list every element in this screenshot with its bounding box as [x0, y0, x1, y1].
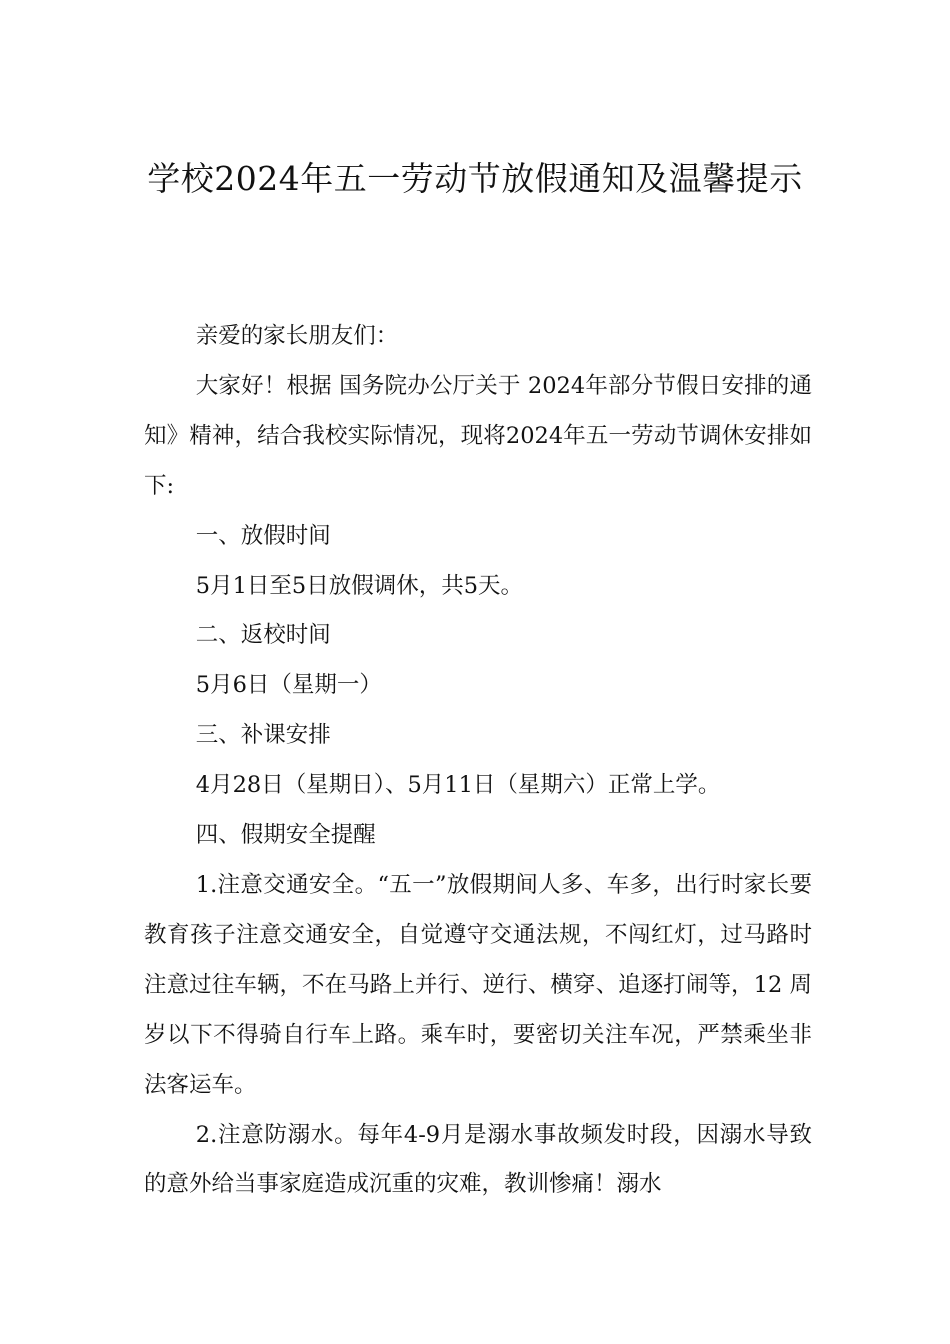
safety-item-traffic: 1.注意交通安全。“五一”放假期间人多、车多，出行时家长要教育孩子注意交通安全，自觉遵守交通法规，不闯红灯，过马路时注意过往车辆，不在马路上并行、逆行、横穿、追逐打闹等，12 周岁以下不得骑自行车上路。乘车时，要密切关注车况，严禁乘坐非法客运车。 — [144, 871, 812, 1098]
section-heading-makeup-classes: 三、补课安排 — [195, 722, 331, 749]
section-content-makeup-classes: 4月28日（星期日）、5月11日（星期六）正常上学。 — [195, 772, 721, 799]
document-body — [144, 312, 812, 1210]
section-heading-return-time: 二、返校时间 — [195, 622, 331, 649]
section-heading-holiday-time: 一、放假时间 — [195, 522, 331, 549]
section-content-holiday-time: 5月1日至5日放假调休，共5天。 — [195, 572, 524, 599]
safety-item-drowning: 2.注意防溺水。每年4-9月是溺水事故频发时段，因溺水导致的意外给当事家庭造成沉重的灾难，教训惨痛！溺水 — [144, 1121, 812, 1198]
intro-paragraph: 大家好！根据 国务院办公厅关于 2024年部分节假日安排的通知》精神，结合我校实际情况，现将2024年五一劳动节调休安排如下: — [144, 372, 812, 499]
section-content-return-time: 5月6日（星期一） — [195, 672, 382, 699]
section-heading-safety: 四、假期安全提醒 — [195, 822, 376, 849]
document-title: 学校2024年五一劳动节放假通知及温馨提示 — [147, 159, 803, 198]
greeting-paragraph: 亲爱的家长朋友们： — [195, 323, 399, 349]
